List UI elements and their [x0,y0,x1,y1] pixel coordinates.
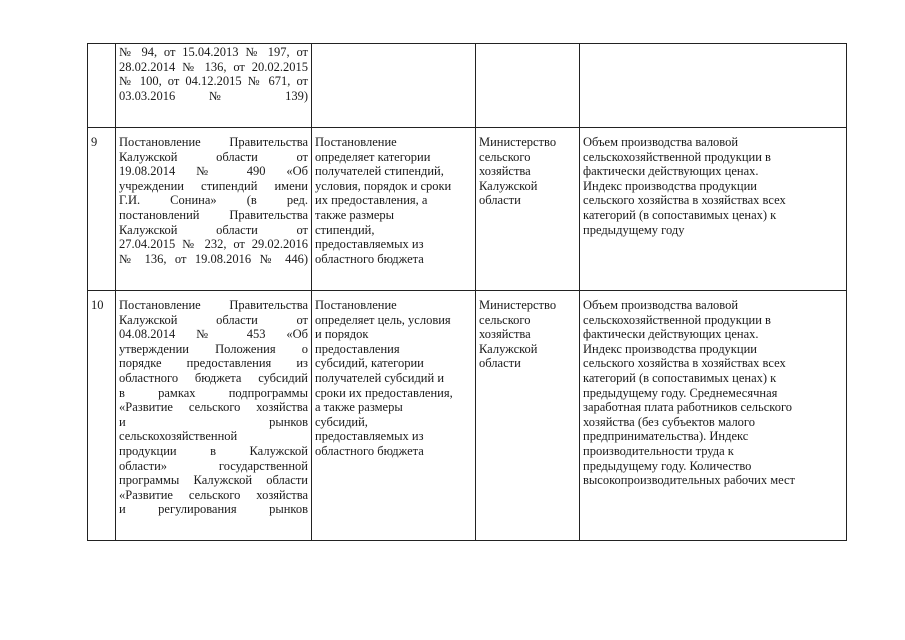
content-line: стипендий, [315,222,375,237]
indicators-cell [580,44,847,128]
executor-line: области [479,356,521,371]
indicator-line: предпринимательства). Индекс [583,429,749,444]
table-row [88,44,847,128]
document-line: области» государственной [119,458,308,473]
document-cell [116,291,312,541]
indicator-line: категорий (в сопоставимых ценах) к [583,207,777,222]
indicator-line: Объем производства валовой [583,135,739,149]
indicator-line: сельского хозяйства в хозяйствах всех [583,193,786,208]
content-line: предоставления [315,341,400,356]
table-row [88,291,847,541]
content-line: сроки их предоставления, [315,385,453,400]
content-line: и порядок [315,327,369,342]
indicator-line: заработная плата работников сельского [583,400,793,415]
content-cell [312,291,476,541]
document-line: Постановление Правительства [119,298,308,312]
document-line: № 94, от 15.04.2013 № 197, от [119,45,308,59]
document-line: сельскохозяйственной [119,429,238,444]
executor-cell [476,291,580,541]
executor-line: сельского [479,312,531,327]
executor-line: хозяйства [479,164,531,179]
content-line: предоставляемых из [315,429,424,444]
content-line: также размеры [315,207,395,222]
indicators-cell [580,128,847,291]
content-line: определяет категории [315,149,431,164]
content-cell [312,128,476,291]
indicator-line: Объем производства валовой [583,298,739,312]
content-line: субсидий, категории [315,356,424,371]
indicator-line: предыдущему году. Количество [583,458,752,473]
content-line: Постановление [315,298,397,312]
document-line: учреждении стипендий имени [119,178,308,193]
document-line: Калужской области от [119,312,308,327]
content-line: определяет цель, условия [315,312,451,327]
document-line: и рынков [119,414,308,429]
document-line: 19.08.2014 № 490 «Об [119,164,308,179]
indicator-line: высокопроизводительных рабочих мест [583,473,795,488]
indicator-line: фактически действующих ценах. [583,164,759,179]
table-body [88,44,847,541]
executor-line: сельского [479,149,531,164]
document-line: 04.08.2014 № 453 «Об [119,327,308,342]
content-line: получателей субсидий и [315,370,445,385]
document-line: № 100, от 04.12.2015 № 671, от [119,74,308,89]
indicator-line: категорий (в сопоставимых ценах) к [583,370,777,385]
content-line: их предоставления, а [315,193,428,208]
indicator-line: предыдущему году [583,222,685,237]
content-line: областного бюджета [315,251,424,266]
indicator-line: хозяйства (без субъектов малого [583,414,755,429]
content-line: областного бюджета [315,443,424,458]
content-cell [312,44,476,128]
content-line: получателей стипендий, [315,164,444,179]
document-line: продукции в Калужской [119,443,308,458]
row-number-cell [88,291,116,541]
document-line: порядке предоставления из [119,356,308,371]
row-number-cell [88,44,116,128]
document-line: Калужской области от [119,222,308,237]
document-line: № 136, от 19.08.2016 № 446) [119,251,308,266]
indicator-line: сельскохозяйственной продукции в [583,149,771,164]
executor-cell [476,44,580,128]
row-number-cell [88,128,116,291]
content-line: субсидий, [315,414,368,429]
document-line: утверждении Положения о [119,341,308,356]
content-line: а также размеры [315,400,403,415]
indicator-line: Индекс производства продукции [583,178,757,193]
indicator-line: Индекс производства продукции [583,341,757,356]
indicator-line: сельского хозяйства в хозяйствах всех [583,356,786,371]
executor-cell [476,128,580,291]
executor-line: Министерство [479,135,557,149]
indicators-cell [580,291,847,541]
content-line: Постановление [315,135,397,149]
indicator-line: предыдущему году. Среднемесячная [583,385,778,400]
document-line: постановлений Правительства [119,207,308,222]
document-line: Г.И. Сонина» (в ред. [119,193,308,208]
regulations-table [87,43,847,541]
document-line: 28.02.2014 № 136, от 20.02.2015 [119,59,308,74]
document-line: Постановление Правительства [119,135,308,149]
indicator-line: производительности труда к [583,443,734,458]
executor-line: Калужской [479,178,538,193]
row-number: 9 [91,135,98,149]
indicator-line: фактически действующих ценах. [583,327,759,342]
document-line: 03.03.2016 № 139) [119,88,308,103]
document-line: программы Калужской области [119,473,308,488]
document-line: в рамках подпрограммы [119,385,308,400]
indicator-line: сельскохозяйственной продукции в [583,312,771,327]
executor-line: Калужской [479,341,538,356]
document-line: «Развитие сельского хозяйства [119,487,308,502]
document-cell [116,44,312,128]
executor-line: хозяйства [479,327,531,342]
content-line: условия, порядок и сроки [315,178,452,193]
content-line: предоставляемых из [315,237,424,252]
document-line: Калужской области от [119,149,308,164]
row-number: 10 [91,298,104,312]
table-row [88,128,847,291]
document-cell [116,128,312,291]
executor-line: области [479,193,521,208]
document-line: «Развитие сельского хозяйства [119,400,308,415]
executor-line: Министерство [479,298,557,312]
document-line: 27.04.2015 № 232, от 29.02.2016 [119,237,308,252]
document-line: и регулирования рынков [119,502,308,517]
document-line: областного бюджета субсидий [119,370,308,385]
